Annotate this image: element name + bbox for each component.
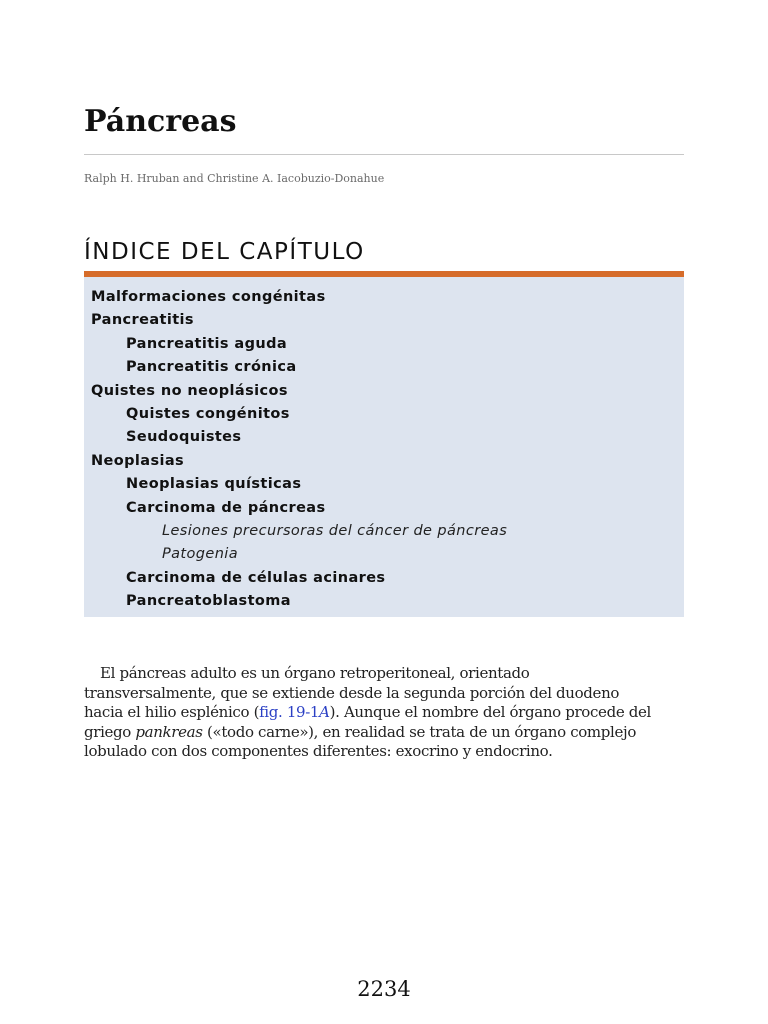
page-number: 2234 [357,977,411,1001]
toc-item[interactable]: Neoplasias quísticas [126,476,302,493]
toc-item[interactable]: Quistes congénitos [126,405,290,422]
toc-item[interactable]: Carcinoma de células acinares [126,569,386,586]
toc-item[interactable]: Carcinoma de páncreas [126,499,326,516]
body-paragraph [84,664,688,762]
toc-item[interactable]: Neoplasias [91,452,185,469]
body-text: («todo carne»), en realidad se trata de un órgano complejo [202,722,637,741]
chapter-title: Páncreas [84,104,237,139]
figure-reference-main[interactable]: fig. 19-1 [259,703,320,721]
toc-heading: ÍNDICE DEL CAPÍTULO [84,239,365,265]
toc-item[interactable]: Pancreatitis crónica [126,359,297,376]
toc-item[interactable]: Pancreatoblastoma [126,593,291,610]
body-line: El páncreas adulto es un órgano retroperitoneal, orientado [100,664,530,682]
body-line [84,723,688,743]
chapter-index [84,277,684,617]
body-line: transversalmente, que se extiende desde la segunda porción del duodeno [84,683,620,702]
figure-reference-link[interactable] [259,703,330,721]
chapter-authors: Ralph H. Hruban and Christine A. Iacobuzio-Donahue [84,172,385,185]
toc-item[interactable]: Patogenia [162,546,239,563]
toc-item[interactable]: Pancreatitis [91,312,194,329]
body-text: griego [84,722,136,741]
toc-item[interactable]: Malformaciones congénitas [91,289,326,305]
toc-item[interactable]: Lesiones precursoras del cáncer de páncreas [162,522,508,539]
body-line: lobulado con dos componentes diferentes: exocrino y endocrino. [84,742,553,760]
toc-item[interactable]: Quistes no neoplásicos [91,382,288,399]
toc-item[interactable]: Pancreatitis aguda [126,335,288,352]
greek-term: pankreas [135,722,203,741]
toc-item[interactable]: Seudoquistes [126,429,242,446]
title-divider [84,154,684,155]
figure-reference-letter[interactable]: A [319,703,330,721]
body-text: hacia el hilio esplénico ( [84,703,260,721]
body-line [84,703,688,723]
body-text: ). Aunque el nombre del órgano procede del [329,703,651,721]
